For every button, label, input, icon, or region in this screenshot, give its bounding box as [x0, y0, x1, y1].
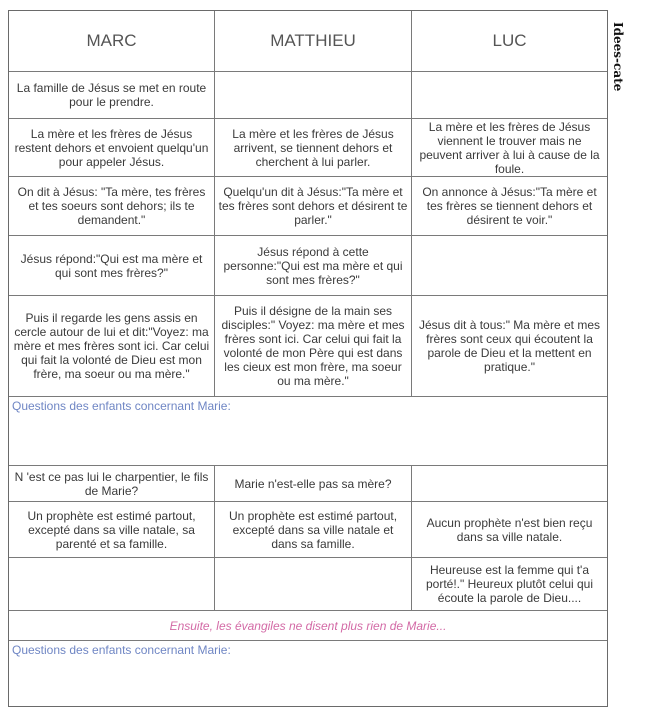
table-row: [9, 176, 607, 235]
table-row: [9, 557, 607, 610]
table-cell-luc: [411, 72, 607, 118]
table-cell-marc: Un prophète est estimé partout, excepté dans sa ville natale, sa parenté et sa famille.: [27, 508, 196, 551]
side-label-text: Idees-cate: [611, 22, 625, 92]
ending-note-row: [9, 610, 607, 640]
table-cell-luc: Aucun prophète n'est bien reçu dans sa ville natale.: [411, 502, 607, 557]
questions-label: Questions des enfants concernant Marie:: [12, 643, 231, 657]
table-cell-marc: [9, 558, 214, 610]
table-cell-matthieu: Marie n'est-elle pas sa mère?: [214, 466, 411, 501]
table-cell-luc: Heureuse est la femme qui t'a porté!." Heureux plutôt celui qui écoute la parole de Dieu....: [411, 558, 607, 610]
table-cell-marc: Jésus répond:"Qui est ma mère et qui sont mes frères?": [20, 251, 203, 280]
table-cell-matthieu: La mère et les frères de Jésus arrivent, se tiennent dehors et cherchent à lui parler.: [214, 119, 411, 176]
table-cell-marc: La mère et les frères de Jésus restent dehors et envoient quelqu'un pour appeler Jésus.: [14, 126, 209, 169]
header-matthieu: MATTHIEU: [214, 11, 411, 71]
header-luc: LUC: [411, 11, 607, 71]
table-row: [9, 465, 607, 501]
table-row: [9, 118, 607, 176]
gospel-comparison-table: [8, 10, 608, 707]
table-row: [9, 235, 607, 295]
table-cell-matthieu: [214, 558, 411, 610]
table-row: [9, 295, 607, 396]
header-row: [9, 11, 607, 71]
questions-row: [9, 640, 607, 706]
table-cell-marc: N 'est ce pas lui le charpentier, le fils de Marie?: [14, 469, 209, 498]
header-marc: MARC: [86, 31, 137, 50]
table-cell-matthieu: Puis il désigne de la main ses disciples:" Voyez: ma mère et mes frères sont ici. Car celui qui fait la volonté de mon Père qui est dans les cieux est mon frère, ma soeur ou ma mère.": [214, 296, 411, 396]
side-label: [612, 22, 638, 102]
table-cell-luc: On annonce à Jésus:"Ta mère et tes frères se tiennent dehors et désirent te voir.": [411, 177, 607, 235]
table-cell-marc: La famille de Jésus se met en route pour le prendre.: [16, 81, 207, 109]
table-cell-matthieu: Jésus répond à cette personne:"Qui est ma mère et qui sont mes frères?": [214, 236, 411, 295]
table-cell-matthieu: Quelqu'un dit à Jésus:"Ta mère et tes frères sont dehors et désirent te parler.": [214, 177, 411, 235]
table-cell-luc: Jésus dit à tous:" Ma mère et mes frères sont ceux qui écoutent la parole de Dieu et la mettent en pratique.": [411, 296, 607, 396]
table-cell-luc: La mère et les frères de Jésus viennent le trouver mais ne peuvent arriver à lui à cause de la foule.: [411, 119, 607, 176]
table-cell-luc: [411, 236, 607, 295]
table-cell-matthieu: [214, 72, 411, 118]
questions-row: [9, 396, 607, 465]
table-cell-marc: On dit à Jésus: "Ta mère, tes frères et tes soeurs sont dehors; ils te demandent.": [17, 185, 206, 227]
table-cell-luc: [411, 466, 607, 501]
questions-label: Questions des enfants concernant Marie:: [12, 399, 231, 413]
table-row: [9, 501, 607, 557]
table-cell-matthieu: Un prophète est estimé partout, excepté dans sa ville natale et dans sa famille.: [214, 502, 411, 557]
table-cell-marc: Puis il regarde les gens assis en cercle autour de lui et dit:"Voyez: ma mère et mes frères sont ici. Car celui qui fait la volonté de Dieu est mon frère, ma soeur ou ma mère.": [13, 311, 210, 381]
ending-note: Ensuite, les évangiles ne disent plus rien de Marie...: [169, 618, 447, 633]
table-row: [9, 71, 607, 118]
